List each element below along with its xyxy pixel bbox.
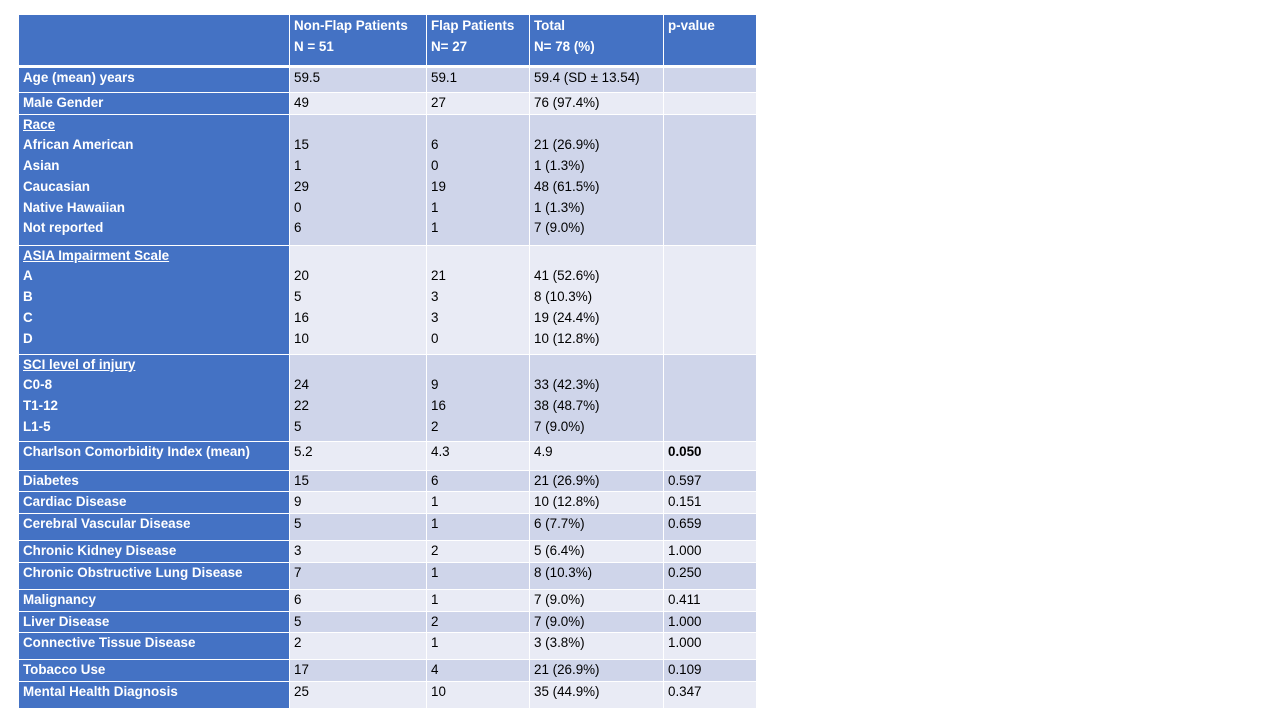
p-value-cell <box>664 681 757 708</box>
p-value-cell <box>664 470 757 492</box>
flap-value-cell <box>427 441 530 470</box>
p-value-cell <box>664 354 757 441</box>
row-label <box>19 492 290 514</box>
p-value-cell <box>664 611 757 633</box>
table-body <box>19 15 757 709</box>
non-flap-value-cell <box>290 611 427 633</box>
non-flap-value-cell <box>290 245 427 354</box>
flap-value-cell <box>427 514 530 541</box>
group-item-label: A <box>23 268 33 284</box>
p-value: 0.597 <box>668 472 702 488</box>
total-value-cell <box>530 114 664 245</box>
total-value: 3 (3.8%) <box>534 635 585 651</box>
non-flap-value: 5 <box>294 613 302 629</box>
non-flap-value-cell <box>290 492 427 514</box>
p-value-cell <box>664 541 757 563</box>
row-label <box>19 67 290 93</box>
group-item-label: African American <box>23 137 134 153</box>
total-value-cell <box>530 660 664 682</box>
p-value-cell <box>664 562 757 589</box>
total-value: 35 (44.9%) <box>534 683 600 699</box>
row-label <box>19 354 290 441</box>
table-row <box>19 541 757 563</box>
p-value-cell <box>664 93 757 115</box>
total-value-cell <box>530 611 664 633</box>
non-flap-value-cell <box>290 633 427 660</box>
group-title: Race <box>23 116 56 132</box>
total-value-cell <box>530 562 664 589</box>
table-row <box>19 562 757 589</box>
group-item-label: D <box>23 330 33 346</box>
flap-value: 0 <box>431 330 439 346</box>
flap-value-cell <box>427 470 530 492</box>
flap-value: 1 <box>431 220 439 236</box>
flap-value: 19 <box>431 178 446 194</box>
row-label <box>19 633 290 660</box>
non-flap-value: 24 <box>294 377 309 393</box>
total-value: 19 (24.4%) <box>534 309 600 325</box>
non-flap-value: 5 <box>294 289 302 305</box>
p-value: 0.109 <box>668 662 702 678</box>
group-item-label: T1-12 <box>23 398 58 414</box>
table-row <box>19 441 757 470</box>
p-value-cell <box>664 67 757 93</box>
flap-value: 1 <box>431 635 439 651</box>
non-flap-value: 29 <box>294 178 309 194</box>
spacer <box>431 355 529 376</box>
non-flap-value: 0 <box>294 199 302 215</box>
row-title: Connective Tissue Disease <box>23 635 196 651</box>
flap-value: 1 <box>431 494 439 510</box>
header-line: N= 27 <box>431 38 468 54</box>
flap-value: 2 <box>431 543 439 559</box>
flap-value-cell <box>427 611 530 633</box>
total-value: 76 (97.4%) <box>534 95 600 110</box>
p-value: 0.250 <box>668 564 702 580</box>
flap-value: 0 <box>431 158 439 174</box>
group-item-label: B <box>23 289 33 305</box>
spacer <box>534 246 663 267</box>
p-value: 0.050 <box>668 443 702 459</box>
total-value: 1 (1.3%) <box>534 158 585 174</box>
p-value: 1.000 <box>668 543 702 559</box>
total-value: 10 (12.8%) <box>534 330 600 346</box>
flap-value: 4.3 <box>431 443 450 459</box>
row-title: Tobacco Use <box>23 662 106 678</box>
flap-value: 6 <box>431 137 439 153</box>
group-item-label: Native Hawaiian <box>23 199 125 215</box>
total-value-cell <box>530 492 664 514</box>
non-flap-value: 16 <box>294 309 309 325</box>
flap-value: 1 <box>431 199 439 215</box>
total-value-cell <box>530 633 664 660</box>
non-flap-value: 7 <box>294 564 302 580</box>
total-value-cell <box>530 514 664 541</box>
total-value: 5 (6.4%) <box>534 543 585 559</box>
non-flap-value: 25 <box>294 683 309 699</box>
total-value: 59.4 (SD ± 13.54) <box>534 70 640 85</box>
row-title: Male Gender <box>23 95 104 110</box>
flap-value-cell <box>427 589 530 611</box>
flap-value: 1 <box>431 591 439 607</box>
table-row <box>19 354 757 441</box>
header-line: Non-Flap Patients <box>294 18 408 33</box>
flap-value: 21 <box>431 268 446 284</box>
row-label <box>19 114 290 245</box>
total-value-cell <box>530 93 664 115</box>
flap-value: 27 <box>431 95 446 110</box>
flap-value-cell <box>427 492 530 514</box>
non-flap-value-cell <box>290 514 427 541</box>
row-title: Chronic Obstructive Lung Disease <box>23 564 243 580</box>
group-item-label: Caucasian <box>23 178 90 194</box>
spacer <box>294 355 426 376</box>
row-title: Mental Health Diagnosis <box>23 683 178 699</box>
header-line: Flap Patients <box>431 18 515 33</box>
flap-value: 3 <box>431 309 439 325</box>
row-label <box>19 441 290 470</box>
table-row <box>19 93 757 115</box>
non-flap-value: 15 <box>294 472 309 488</box>
flap-value: 10 <box>431 683 446 699</box>
non-flap-value: 15 <box>294 137 309 153</box>
flap-value-cell <box>427 633 530 660</box>
non-flap-value-cell <box>290 562 427 589</box>
group-item-label: C <box>23 309 33 325</box>
total-value-cell <box>530 681 664 708</box>
total-value: 33 (42.3%) <box>534 377 600 393</box>
header-line: Total <box>534 18 565 33</box>
header-non-flap <box>290 15 427 67</box>
non-flap-value: 17 <box>294 662 309 678</box>
spacer <box>534 115 663 136</box>
row-title: Diabetes <box>23 472 79 488</box>
non-flap-value: 22 <box>294 398 309 414</box>
total-value: 21 (26.9%) <box>534 472 600 488</box>
non-flap-value: 6 <box>294 591 302 607</box>
row-label <box>19 541 290 563</box>
p-value-cell <box>664 589 757 611</box>
flap-value-cell <box>427 541 530 563</box>
group-item-label: Not reported <box>23 220 104 236</box>
non-flap-value-cell <box>290 681 427 708</box>
p-value: 0.659 <box>668 516 702 532</box>
p-value: 0.151 <box>668 494 702 510</box>
table-row <box>19 514 757 541</box>
spacer <box>294 246 426 267</box>
table-row <box>19 589 757 611</box>
p-value: 1.000 <box>668 613 702 629</box>
total-value: 7 (9.0%) <box>534 613 585 629</box>
flap-value-cell <box>427 114 530 245</box>
spacer <box>294 115 426 136</box>
non-flap-value: 5.2 <box>294 443 313 459</box>
total-value-cell <box>530 441 664 470</box>
p-value: 1.000 <box>668 635 702 651</box>
flap-value: 2 <box>431 418 439 434</box>
header-p-value <box>664 15 757 67</box>
spacer <box>431 246 529 267</box>
total-value: 10 (12.8%) <box>534 494 600 510</box>
total-value: 7 (9.0%) <box>534 418 585 434</box>
non-flap-value-cell <box>290 541 427 563</box>
p-value-cell <box>664 514 757 541</box>
total-value: 41 (52.6%) <box>534 268 600 284</box>
total-value: 21 (26.9%) <box>534 137 600 153</box>
total-value-cell <box>530 354 664 441</box>
row-title: Charlson Comorbidity Index (mean) <box>23 443 250 459</box>
row-title: Age (mean) years <box>23 70 135 85</box>
flap-value-cell <box>427 660 530 682</box>
row-title: Chronic Kidney Disease <box>23 543 177 559</box>
flap-value: 1 <box>431 516 439 532</box>
non-flap-value: 3 <box>294 543 302 559</box>
group-title: ASIA Impairment Scale <box>23 247 170 263</box>
table-row <box>19 114 757 245</box>
spacer <box>668 355 756 376</box>
flap-value-cell <box>427 681 530 708</box>
flap-value: 59.1 <box>431 70 458 85</box>
total-value: 7 (9.0%) <box>534 220 585 236</box>
header-line: N = 51 <box>294 38 334 54</box>
row-label <box>19 681 290 708</box>
total-value: 6 (7.7%) <box>534 516 585 532</box>
non-flap-value-cell <box>290 114 427 245</box>
group-item-label: C0-8 <box>23 377 53 393</box>
row-label <box>19 93 290 115</box>
non-flap-value: 2 <box>294 635 302 651</box>
row-title: Malignancy <box>23 591 96 607</box>
demographics-table <box>18 14 757 709</box>
header-flap <box>427 15 530 67</box>
table-row <box>19 492 757 514</box>
row-title: Cardiac Disease <box>23 494 127 510</box>
header-blank <box>19 15 290 67</box>
p-value-cell <box>664 441 757 470</box>
flap-value: 4 <box>431 662 439 678</box>
total-value-cell <box>530 245 664 354</box>
total-value-cell <box>530 541 664 563</box>
p-value-cell <box>664 114 757 245</box>
flap-value: 16 <box>431 398 446 414</box>
total-value: 8 (10.3%) <box>534 564 593 580</box>
non-flap-value: 1 <box>294 158 302 174</box>
flap-value-cell <box>427 354 530 441</box>
total-value: 21 (26.9%) <box>534 662 600 678</box>
total-value: 4.9 <box>534 443 553 459</box>
non-flap-value-cell <box>290 354 427 441</box>
spacer <box>668 115 756 136</box>
non-flap-value-cell <box>290 441 427 470</box>
non-flap-value-cell <box>290 660 427 682</box>
row-label <box>19 562 290 589</box>
spacer <box>534 355 663 376</box>
row-title: Liver Disease <box>23 613 110 629</box>
row-label <box>19 514 290 541</box>
row-label <box>19 245 290 354</box>
group-title: SCI level of injury <box>23 356 136 372</box>
flap-value-cell <box>427 93 530 115</box>
p-value-cell <box>664 633 757 660</box>
header-total <box>530 15 664 67</box>
table-row <box>19 470 757 492</box>
non-flap-value: 59.5 <box>294 70 321 85</box>
p-value-cell <box>664 492 757 514</box>
p-value: 0.411 <box>668 591 701 607</box>
row-label <box>19 611 290 633</box>
non-flap-value: 9 <box>294 494 302 510</box>
non-flap-value-cell <box>290 589 427 611</box>
table-row <box>19 633 757 660</box>
flap-value: 2 <box>431 613 439 629</box>
total-value-cell <box>530 470 664 492</box>
total-value: 7 (9.0%) <box>534 591 585 607</box>
table-row <box>19 611 757 633</box>
header-line: p-value <box>668 18 715 33</box>
non-flap-value: 6 <box>294 220 302 236</box>
flap-value-cell <box>427 562 530 589</box>
spacer <box>668 246 756 267</box>
flap-value: 6 <box>431 472 439 488</box>
table-row <box>19 67 757 93</box>
non-flap-value: 49 <box>294 95 309 110</box>
total-value-cell <box>530 67 664 93</box>
total-value-cell <box>530 589 664 611</box>
group-item-label: Asian <box>23 158 60 174</box>
non-flap-value-cell <box>290 93 427 115</box>
non-flap-value: 10 <box>294 330 309 346</box>
flap-value-cell <box>427 67 530 93</box>
p-value: 0.347 <box>668 683 702 699</box>
p-value-cell <box>664 245 757 354</box>
row-label <box>19 589 290 611</box>
total-value: 8 (10.3%) <box>534 289 593 305</box>
p-value-cell <box>664 660 757 682</box>
total-value: 38 (48.7%) <box>534 398 600 414</box>
non-flap-value-cell <box>290 67 427 93</box>
header-line: N= 78 (%) <box>534 38 595 54</box>
non-flap-value: 20 <box>294 268 309 284</box>
header-row <box>19 15 757 67</box>
flap-value: 9 <box>431 377 439 393</box>
non-flap-value-cell <box>290 470 427 492</box>
row-title: Cerebral Vascular Disease <box>23 516 191 532</box>
table-row <box>19 245 757 354</box>
total-value: 48 (61.5%) <box>534 178 600 194</box>
row-label <box>19 470 290 492</box>
non-flap-value: 5 <box>294 418 302 434</box>
group-item-label: L1-5 <box>23 418 51 434</box>
spacer <box>431 115 529 136</box>
table-row <box>19 681 757 708</box>
flap-value: 1 <box>431 564 439 580</box>
table-row <box>19 660 757 682</box>
flap-value: 3 <box>431 289 439 305</box>
row-label <box>19 660 290 682</box>
total-value: 1 (1.3%) <box>534 199 585 215</box>
non-flap-value: 5 <box>294 516 302 532</box>
flap-value-cell <box>427 245 530 354</box>
